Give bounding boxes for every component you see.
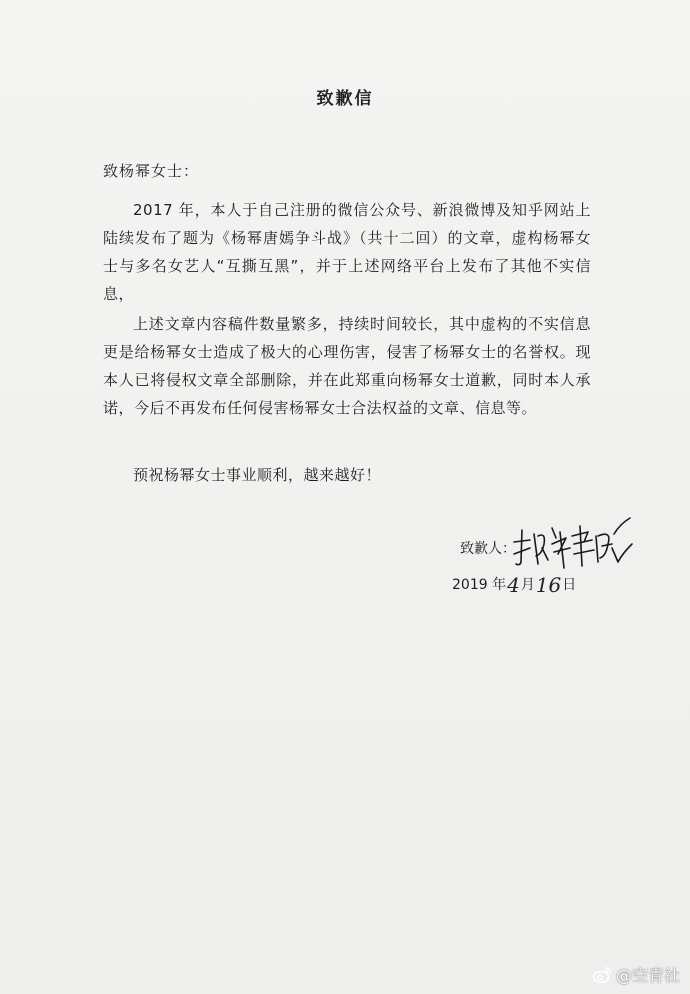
sign-label: 致歉人： <box>460 541 516 557</box>
watermark <box>592 963 680 986</box>
date-year: 2019 年 <box>452 577 507 593</box>
letter-title: 致歉信 <box>316 89 374 109</box>
date-month-label: 月 <box>520 577 535 593</box>
letter-paragraph-3: 预祝杨幂女士事业顺利，越来越好！ <box>133 466 382 484</box>
letter-salutation: 致杨幂女士： <box>103 162 200 180</box>
letter-paragraph-1: 2017 年，本人于自己注册的微信公众号、新浪微博及知乎网站上陆续发布了题为《杨幂唐嫣争斗战》（共十二回）的文章，虚构杨幂女士与多名女艺人“互撕互黑”，并于上述网络平台上发布了其他不实信息， <box>103 201 591 303</box>
date-day-handwritten: 16 <box>535 573 562 597</box>
watermark-text: @空青社 <box>615 966 680 985</box>
handwritten-signature <box>508 514 638 574</box>
date-month-handwritten: 4 <box>507 573 520 597</box>
weibo-logo-icon <box>592 965 612 985</box>
letter-paragraph-2: 上述文章内容稿件数量繁多，持续时间较长，其中虚构的不实信息更是给杨幂女士造成了极大的心理伤害，侵害了杨幂女士的名誉权。现本人已将侵权文章全部删除，并在此郑重向杨幂女士道歉，同时本人承诺，今后不再发布任何侵害杨幂女士合法权益的文章、信息等。 <box>103 315 591 417</box>
date-day-label: 日 <box>562 577 577 593</box>
letter-date <box>452 573 577 597</box>
